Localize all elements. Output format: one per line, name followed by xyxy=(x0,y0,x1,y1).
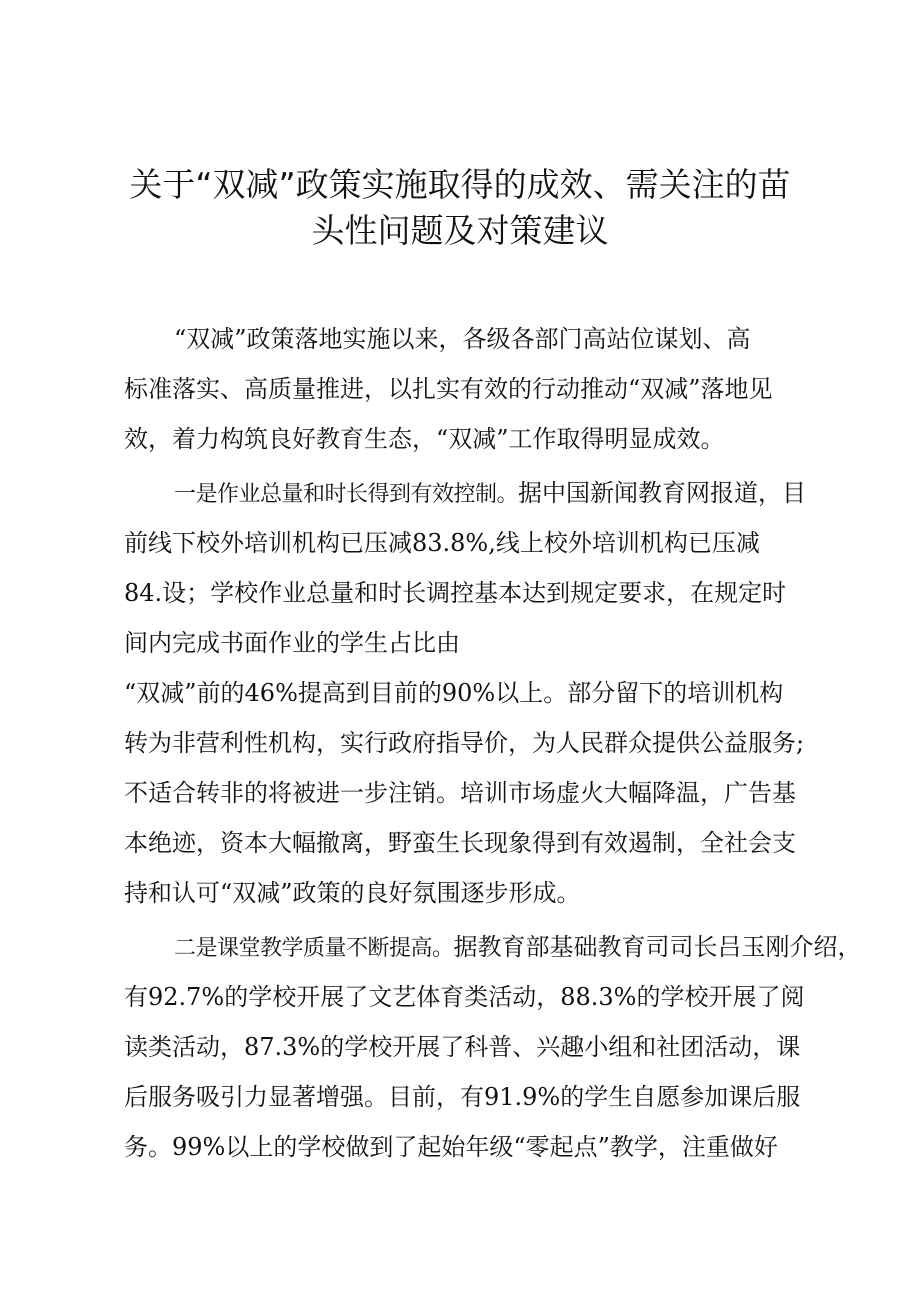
section2-paragraph xyxy=(124,922,862,1172)
document-body xyxy=(124,314,862,1176)
title-line-2: 头性问题及对策建议 xyxy=(311,211,609,250)
section1-heading: 一是作业总量和时长得到有效控制。 xyxy=(174,482,519,507)
document-title xyxy=(100,162,820,254)
section1-line: 本绝迹，资本大幅撤离，野蛮生长现象得到有效遏制，全社会支 xyxy=(124,829,796,857)
section1-line: 转为非营利性机构，实行政府指导价，为人民群众提供公益服务; xyxy=(124,729,805,757)
intro-line: “双减”政策落地实施以来，各级各部门高站位谋划、高 xyxy=(174,325,751,353)
section2-line: 有92.7%的学校开展了文艺体育类活动，88.3%的学校开展了阅 xyxy=(124,983,805,1011)
section1-line: 持和认可“双减”政策的良好氛围逐步形成。 xyxy=(124,879,581,907)
title-line-1: 关于“双减”政策实施取得的成效、需关注的苗 xyxy=(129,165,791,204)
section2-line: 据教育部基础教育司司长吕玉刚介绍， xyxy=(453,933,862,961)
section1-line: “双减”前的46%提高到目前的90%以上。部分留下的培训机构 xyxy=(124,679,784,707)
section1-line: 据中国新闻教育网报道，目 xyxy=(518,479,807,507)
section1-paragraph xyxy=(124,468,810,918)
section1-line: 前线下校外培训机构已压减83.8%,线上校外培训机构已压减 xyxy=(124,529,760,557)
section1-line: 84.设；学校作业总量和时长调控基本达到规定要求，在规定时 xyxy=(124,579,787,607)
intro-paragraph xyxy=(124,314,810,464)
section2-heading: 二是课堂教学质量不断提高。 xyxy=(174,936,454,961)
intro-line: 效，着力构筑良好教育生态，“双减”工作取得明显成效。 xyxy=(124,425,725,453)
section2-first-line xyxy=(124,922,862,972)
section2-line: 后服务吸引力显著增强。目前，有91.9%的学生自愿参加课后服 xyxy=(124,1083,801,1111)
section1-line: 不适合转非的将被进一步注销。培训市场虚火大幅降温，广告基 xyxy=(124,779,796,807)
section1-line: 间内完成书面作业的学生占比由 xyxy=(124,629,460,657)
section1-first-line xyxy=(124,468,810,518)
section2-line: 读类活动，87.3%的学校开展了科普、兴趣小组和社团活动，课 xyxy=(124,1033,801,1061)
intro-line: 标准落实、高质量推进，以扎实有效的行动推动“双减”落地见 xyxy=(124,375,773,403)
section2-line: 务。99%以上的学校做到了起始年级“零起点”教学，注重做好 xyxy=(124,1133,778,1161)
